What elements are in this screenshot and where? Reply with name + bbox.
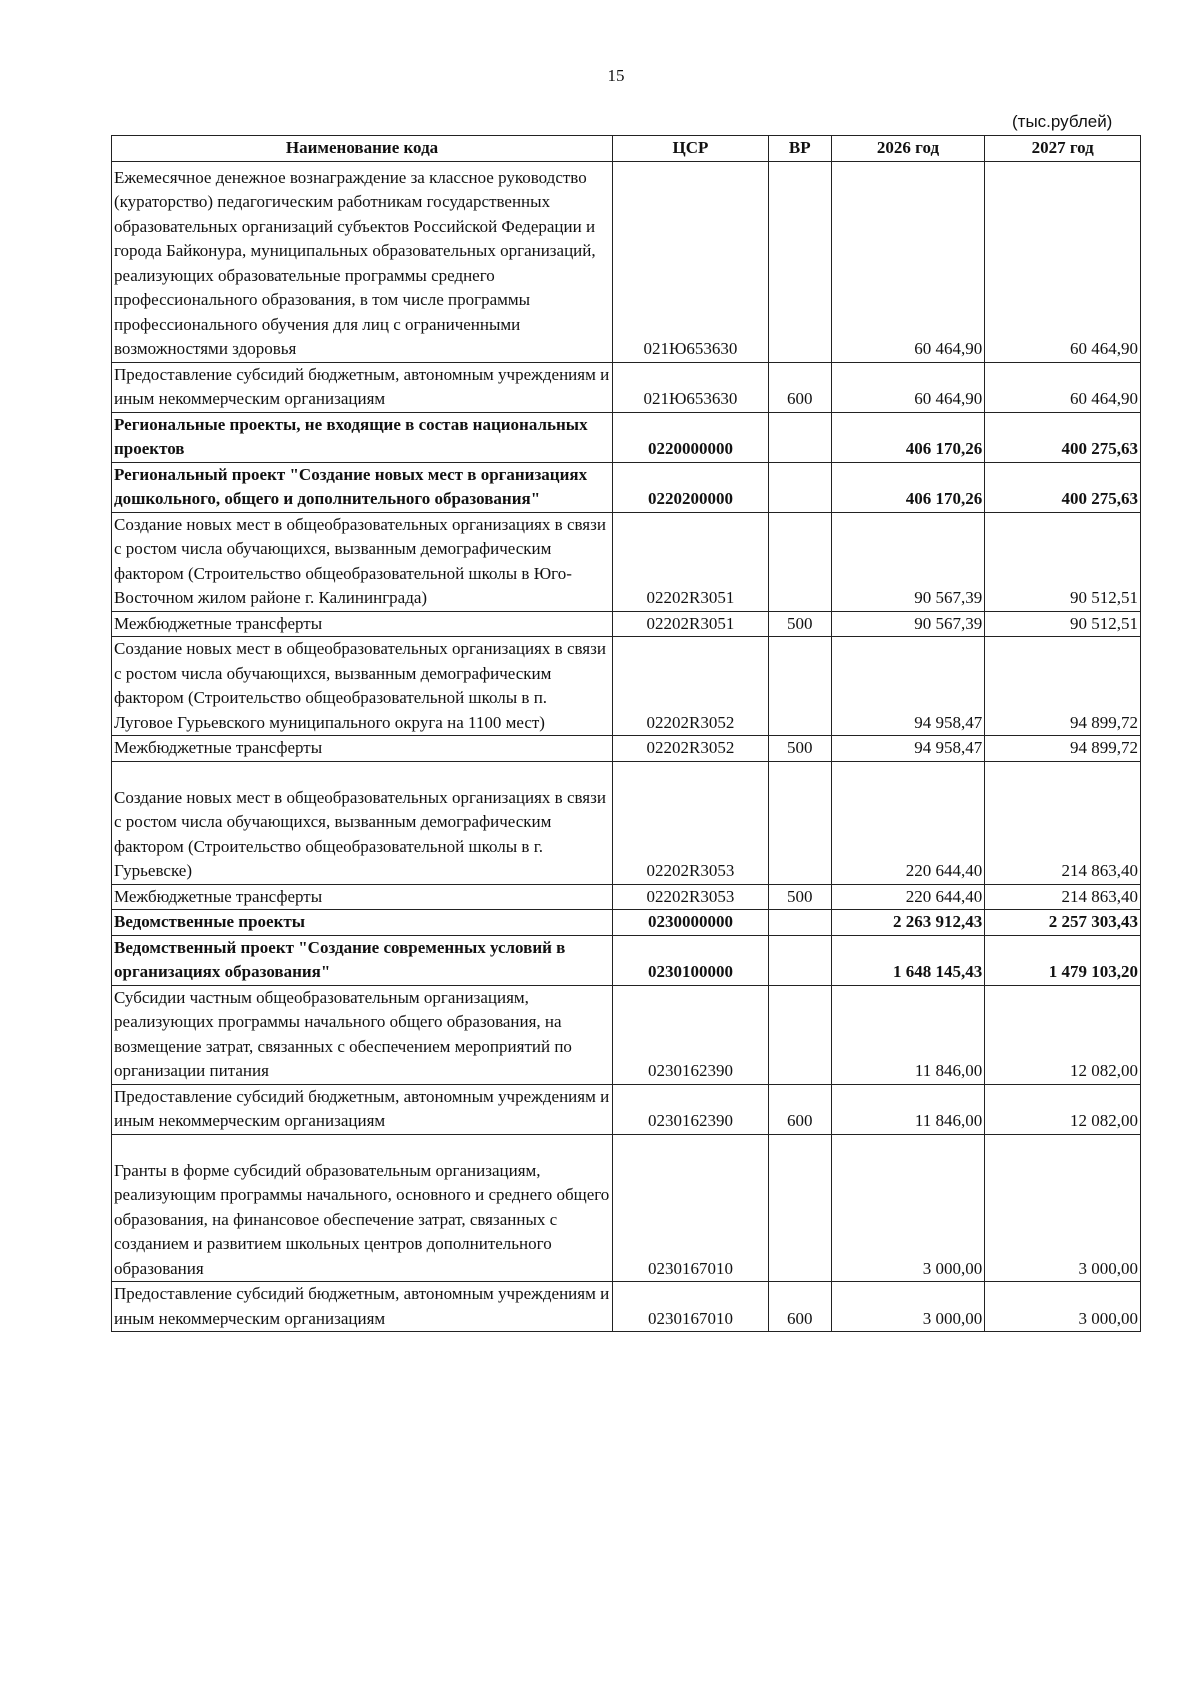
- cell-vr: [768, 1134, 831, 1282]
- cell-2027: 90 512,51: [985, 611, 1141, 637]
- cell-2027: 90 512,51: [985, 512, 1141, 611]
- table-row: [112, 1134, 1141, 1282]
- cell-name: Ежемесячное денежное вознаграждение за классное руководство (кураторство) педагогическим работникам государственных образовательных организаций субъектов Российской Федерации и города Байконура, муниципальных образовательных организаций, реализующих образовательные программы среднего профессионального образования, в том числе программы профессионального обучения для лиц с ограниченными возможностями здоровья: [112, 161, 613, 362]
- cell-name: Межбюджетные трансферты: [112, 884, 613, 910]
- table-row: [112, 985, 1141, 1084]
- table-row: [112, 935, 1141, 985]
- table-row: [112, 761, 1141, 884]
- cell-2026: 3 000,00: [831, 1134, 985, 1282]
- cell-2026: 220 644,40: [831, 884, 985, 910]
- cell-name: Межбюджетные трансферты: [112, 736, 613, 762]
- table-row: [112, 611, 1141, 637]
- units-label: (тыс.рублей): [1012, 112, 1113, 131]
- cell-name: Региональный проект "Создание новых мест в организациях дошкольного, общего и дополнительного образования": [112, 462, 613, 512]
- cell-csr: 0230167010: [613, 1134, 769, 1282]
- cell-2027: 214 863,40: [985, 884, 1141, 910]
- cell-name: Субсидии частным общеобразовательным организациям, реализующих программы начального общего образования, на возмещение затрат, связанных с обеспечением мероприятий по организации питания: [112, 985, 613, 1084]
- cell-vr: 500: [768, 884, 831, 910]
- cell-2026: 90 567,39: [831, 611, 985, 637]
- cell-name: Ведомственный проект "Создание современных условий в организациях образования": [112, 935, 613, 985]
- table-row: [112, 362, 1141, 412]
- cell-2027: 12 082,00: [985, 1084, 1141, 1134]
- cell-csr: 02202R3052: [613, 736, 769, 762]
- cell-name: Предоставление субсидий бюджетным, автономным учреждениям и иным некоммерческим организациям: [112, 1282, 613, 1332]
- cell-csr: 0230167010: [613, 1282, 769, 1332]
- cell-2027: 60 464,90: [985, 161, 1141, 362]
- cell-vr: [768, 161, 831, 362]
- cell-name: Создание новых мест в общеобразовательных организациях в связи с ростом числа обучающихся, вызванным демографическим фактором (Строительство общеобразовательной школы в г. Гурьевске): [112, 761, 613, 884]
- page-number: 15: [607, 66, 625, 85]
- table-row: [112, 884, 1141, 910]
- cell-2026: 1 648 145,43: [831, 935, 985, 985]
- cell-name: Межбюджетные трансферты: [112, 611, 613, 637]
- cell-csr: 02202R3053: [613, 761, 769, 884]
- cell-2027: 214 863,40: [985, 761, 1141, 884]
- cell-2026: 11 846,00: [831, 985, 985, 1084]
- cell-name: Создание новых мест в общеобразовательных организациях в связи с ростом числа обучающихся, вызванным демографическим фактором (Строительство общеобразовательной школы в Юго-Восточном жилом районе г. Калининграда): [112, 512, 613, 611]
- cell-vr: 600: [768, 1084, 831, 1134]
- cell-csr: 0230162390: [613, 1084, 769, 1134]
- cell-vr: 500: [768, 611, 831, 637]
- header-2026: 2026 год: [831, 136, 985, 162]
- budget-table: [111, 135, 1141, 1332]
- cell-vr: 500: [768, 736, 831, 762]
- cell-2027: 3 000,00: [985, 1134, 1141, 1282]
- cell-name: Создание новых мест в общеобразовательных организациях в связи с ростом числа обучающихся, вызванным демографическим фактором (Строительство общеобразовательной школы в п. Луговое Гурьевского муниципального округа на 1100 мест): [112, 637, 613, 736]
- cell-2026: 60 464,90: [831, 362, 985, 412]
- cell-2026: 94 958,47: [831, 736, 985, 762]
- cell-2026: 60 464,90: [831, 161, 985, 362]
- cell-name: Предоставление субсидий бюджетным, автономным учреждениям и иным некоммерческим организациям: [112, 1084, 613, 1134]
- cell-vr: [768, 462, 831, 512]
- cell-csr: 02202R3053: [613, 884, 769, 910]
- cell-vr: 600: [768, 362, 831, 412]
- cell-csr: 0230162390: [613, 985, 769, 1084]
- cell-vr: [768, 512, 831, 611]
- cell-2026: 94 958,47: [831, 637, 985, 736]
- cell-name: Региональные проекты, не входящие в состав национальных проектов: [112, 412, 613, 462]
- cell-vr: [768, 761, 831, 884]
- cell-vr: 600: [768, 1282, 831, 1332]
- table-row: [112, 161, 1141, 362]
- cell-2027: 12 082,00: [985, 985, 1141, 1084]
- header-2027: 2027 год: [985, 136, 1141, 162]
- cell-2027: 1 479 103,20: [985, 935, 1141, 985]
- cell-2026: 220 644,40: [831, 761, 985, 884]
- cell-csr: 0230000000: [613, 910, 769, 936]
- cell-csr: 0230100000: [613, 935, 769, 985]
- cell-csr: 02202R3051: [613, 512, 769, 611]
- cell-csr: 0220200000: [613, 462, 769, 512]
- cell-2026: 3 000,00: [831, 1282, 985, 1332]
- cell-csr: 02202R3052: [613, 637, 769, 736]
- cell-name: Предоставление субсидий бюджетным, автономным учреждениям и иным некоммерческим организациям: [112, 362, 613, 412]
- table-row: [112, 512, 1141, 611]
- cell-vr: [768, 910, 831, 936]
- header-csr: ЦСР: [613, 136, 769, 162]
- cell-2026: 11 846,00: [831, 1084, 985, 1134]
- cell-2027: 2 257 303,43: [985, 910, 1141, 936]
- cell-name: Гранты в форме субсидий образовательным организациям, реализующим программы начального, основного и среднего общего образования, на финансовое обеспечение затрат, связанных с созданием и развитием школьных центров дополнительного образования: [112, 1134, 613, 1282]
- cell-2027: 400 275,63: [985, 412, 1141, 462]
- cell-vr: [768, 412, 831, 462]
- table-row: [112, 736, 1141, 762]
- table-row: [112, 637, 1141, 736]
- table-row: [112, 1084, 1141, 1134]
- cell-2027: 3 000,00: [985, 1282, 1141, 1332]
- table-row: [112, 462, 1141, 512]
- cell-2026: 90 567,39: [831, 512, 985, 611]
- cell-2027: 94 899,72: [985, 736, 1141, 762]
- header-name: Наименование кода: [112, 136, 613, 162]
- cell-vr: [768, 985, 831, 1084]
- cell-2027: 94 899,72: [985, 637, 1141, 736]
- cell-2026: 406 170,26: [831, 412, 985, 462]
- cell-csr: 02202R3051: [613, 611, 769, 637]
- header-vr: ВР: [768, 136, 831, 162]
- table-row: [112, 1282, 1141, 1332]
- cell-2026: 2 263 912,43: [831, 910, 985, 936]
- cell-vr: [768, 637, 831, 736]
- cell-2027: 60 464,90: [985, 362, 1141, 412]
- cell-csr: 0220000000: [613, 412, 769, 462]
- cell-2027: 400 275,63: [985, 462, 1141, 512]
- table-header-row: [112, 136, 1141, 162]
- table-row: [112, 910, 1141, 936]
- cell-csr: 021Ю653630: [613, 362, 769, 412]
- cell-name: Ведомственные проекты: [112, 910, 613, 936]
- table-row: [112, 412, 1141, 462]
- cell-vr: [768, 935, 831, 985]
- cell-csr: 021Ю653630: [613, 161, 769, 362]
- cell-2026: 406 170,26: [831, 462, 985, 512]
